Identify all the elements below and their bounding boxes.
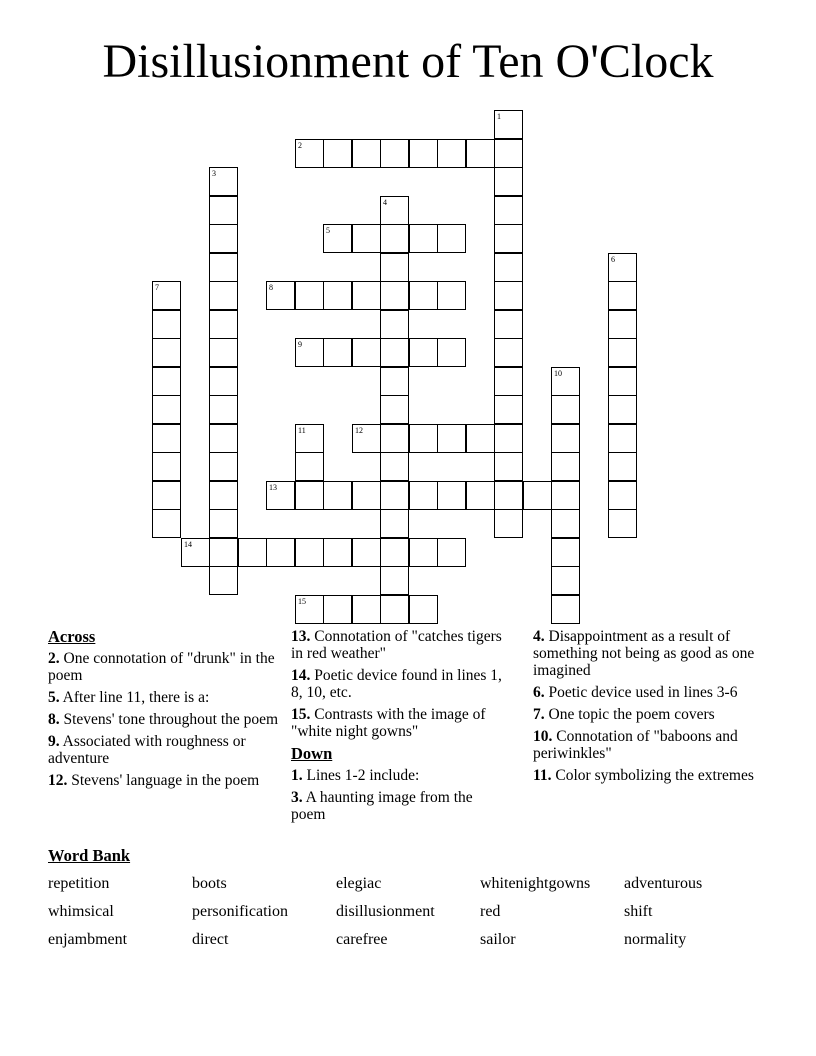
grid-cell[interactable] [380,139,409,168]
cell-number: 7 [155,283,159,292]
grid-cell[interactable] [209,367,238,396]
clue-number: 9. [48,733,60,750]
grid-cell[interactable] [152,509,181,538]
grid-cell[interactable] [551,509,580,538]
clue-text: One connotation of "drunk" in the poem [48,650,275,684]
grid-cell[interactable] [209,281,238,310]
grid-cell[interactable] [352,224,381,253]
grid-cell[interactable] [380,566,409,595]
cell-number: 2 [298,141,302,150]
clue-across-15 [291,706,505,740]
clue-number: 7. [533,706,545,723]
word-bank-item: normality [624,931,687,948]
clue-text: Stevens' language in the poem [71,772,260,789]
grid-cell[interactable] [380,452,409,481]
grid-cell[interactable] [295,481,324,510]
grid-cell[interactable] [295,424,324,453]
grid-cell[interactable] [523,481,552,510]
grid-cell[interactable] [466,139,495,168]
grid-cell[interactable] [494,481,523,510]
grid-cell[interactable] [494,281,523,310]
grid-cell[interactable] [380,196,409,225]
grid-cell[interactable] [494,424,523,453]
clue-down-10 [533,728,767,762]
clue-text: Stevens' tone throughout the poem [63,711,279,728]
clue-number: 8. [48,711,60,728]
grid-cell[interactable] [352,338,381,367]
clue-text: Connotation of "baboons and periwinkles" [533,728,738,762]
grid-cell[interactable] [380,538,409,567]
grid-cell[interactable] [380,367,409,396]
grid-cell[interactable] [380,310,409,339]
grid-cell[interactable] [494,167,523,196]
grid-cell[interactable] [352,481,381,510]
grid-cell[interactable] [152,281,181,310]
cell-number: 6 [611,255,615,264]
clue-down-1 [291,767,505,784]
grid-cell[interactable] [152,452,181,481]
grid-cell[interactable] [494,224,523,253]
grid-cell[interactable] [181,538,210,567]
grid-cell[interactable] [409,139,438,168]
grid-cell[interactable] [437,338,466,367]
word-bank-item: disillusionment [336,903,435,920]
grid-cell[interactable] [494,310,523,339]
word-bank-item: elegiac [336,875,382,892]
grid-cell[interactable] [466,424,495,453]
grid-cell[interactable] [551,566,580,595]
clue-down-3 [291,789,505,823]
cell-number: 14 [184,540,192,549]
clue-number: 6. [533,684,545,701]
grid-cell[interactable] [323,338,352,367]
grid-cell[interactable] [323,224,352,253]
clue-number: 4. [533,628,545,645]
grid-cell[interactable] [295,281,324,310]
cell-number: 10 [554,369,562,378]
grid-cell[interactable] [466,481,495,510]
grid-cell[interactable] [409,424,438,453]
word-bank-item: sailor [480,931,516,948]
grid-cell[interactable] [551,452,580,481]
grid-cell[interactable] [295,595,324,624]
grid-cell[interactable] [152,338,181,367]
grid-cell[interactable] [494,452,523,481]
clue-down-11 [533,767,767,784]
grid-cell[interactable] [551,538,580,567]
cell-number: 1 [497,112,501,121]
clue-number: 15. [291,706,311,723]
grid-cell[interactable] [152,481,181,510]
clue-down-6 [533,684,767,701]
clue-number: 10. [533,728,553,745]
grid-cell[interactable] [409,538,438,567]
grid-cell[interactable] [608,253,637,282]
cell-number: 8 [269,283,273,292]
grid-cell[interactable] [494,395,523,424]
grid-cell[interactable] [380,281,409,310]
clue-across-12 [48,772,284,789]
grid-cell[interactable] [551,395,580,424]
grid-cell[interactable] [494,196,523,225]
grid-cell[interactable] [238,538,267,567]
clue-number: 2. [48,650,60,667]
clue-down-7 [533,706,767,723]
clue-number: 13. [291,628,311,645]
grid-cell[interactable] [551,481,580,510]
grid-cell[interactable] [409,281,438,310]
grid-cell[interactable] [380,509,409,538]
grid-cell[interactable] [323,538,352,567]
clue-number: 1. [291,767,303,784]
word-bank-item: repetition [48,875,110,892]
word-bank-item: whitenightgowns [480,875,591,892]
grid-cell[interactable] [409,338,438,367]
cell-number: 4 [383,198,387,207]
grid-cell[interactable] [608,509,637,538]
clue-text: Associated with roughness or adventure [48,733,246,767]
grid-cell[interactable] [608,310,637,339]
grid-cell[interactable] [551,424,580,453]
cell-number: 13 [269,483,277,492]
clue-across-9 [48,733,284,767]
word-bank-item: direct [192,931,229,948]
grid-cell[interactable] [152,395,181,424]
clue-text: Poetic device used in lines 3-6 [548,684,738,701]
grid-cell[interactable] [608,452,637,481]
grid-cell[interactable] [494,253,523,282]
grid-cell[interactable] [209,452,238,481]
word-bank-item: whimsical [48,903,114,920]
word-bank-item: red [480,903,501,920]
clue-number: 5. [48,689,60,706]
clue-across-5 [48,689,284,706]
cell-number: 3 [212,169,216,178]
grid-cell[interactable] [323,481,352,510]
grid-cell[interactable] [323,595,352,624]
grid-cell[interactable] [266,481,295,510]
grid-cell[interactable] [209,395,238,424]
clue-text: Lines 1-2 include: [306,767,420,784]
grid-cell[interactable] [266,538,295,567]
grid-cell[interactable] [608,424,637,453]
grid-cell[interactable] [494,338,523,367]
grid-cell[interactable] [295,538,324,567]
down-heading: Down [291,744,333,763]
grid-cell[interactable] [352,538,381,567]
grid-cell[interactable] [409,224,438,253]
grid-cell[interactable] [209,338,238,367]
clue-text: Connotation of "catches tigers in red weather" [291,628,502,662]
grid-cell[interactable] [409,481,438,510]
clue-number: 14. [291,667,311,684]
word-bank-item: shift [624,903,653,920]
grid-cell[interactable] [437,424,466,453]
grid-cell[interactable] [209,424,238,453]
word-bank-item: boots [192,875,227,892]
clue-text: One topic the poem covers [548,706,715,723]
grid-cell[interactable] [323,281,352,310]
clue-across-2 [48,650,284,684]
grid-cell[interactable] [380,338,409,367]
grid-cell[interactable] [209,196,238,225]
grid-cell[interactable] [209,481,238,510]
clue-text: A haunting image from the poem [291,789,473,823]
word-bank-heading: Word Bank [48,846,131,865]
grid-cell[interactable] [323,139,352,168]
word-bank-item: adventurous [624,875,703,892]
grid-cell[interactable] [437,139,466,168]
clue-number: 11. [533,767,552,784]
cell-number: 9 [298,340,302,349]
clue-text: Poetic device found in lines 1, 8, 10, etc. [291,667,502,701]
grid-cell[interactable] [409,595,438,624]
grid-cell[interactable] [437,224,466,253]
grid-cell[interactable] [295,338,324,367]
grid-cell[interactable] [608,338,637,367]
clue-number: 3. [291,789,303,806]
down-clues-column [533,628,767,789]
grid-cell[interactable] [380,224,409,253]
grid-cell[interactable] [352,139,381,168]
grid-cell[interactable] [380,253,409,282]
grid-cell[interactable] [209,253,238,282]
grid-cell[interactable] [380,424,409,453]
grid-cell[interactable] [608,481,637,510]
cell-number: 12 [355,426,363,435]
grid-cell[interactable] [209,167,238,196]
grid-cell[interactable] [380,481,409,510]
grid-cell[interactable] [152,367,181,396]
grid-cell[interactable] [608,281,637,310]
cell-number: 15 [298,597,306,606]
clue-text: Disappointment as a result of something not being as good as one imagined [533,628,755,679]
grid-cell[interactable] [209,224,238,253]
clue-across-13 [291,628,505,662]
clue-across-14 [291,667,505,701]
clue-down-4 [533,628,767,679]
clues-column-2 [291,628,505,828]
grid-cell[interactable] [209,538,238,567]
grid-cell[interactable] [551,367,580,396]
grid-cell[interactable] [437,481,466,510]
clue-text: Color symbolizing the extremes [555,767,754,784]
grid-cell[interactable] [209,509,238,538]
grid-cell[interactable] [608,395,637,424]
grid-cell[interactable] [152,424,181,453]
word-bank-item: enjambment [48,931,128,948]
grid-cell[interactable] [352,424,381,453]
grid-cell[interactable] [295,452,324,481]
grid-cell[interactable] [352,595,381,624]
cell-number: 5 [326,226,330,235]
grid-cell[interactable] [551,595,580,624]
grid-cell[interactable] [152,310,181,339]
grid-cell[interactable] [209,566,238,595]
word-bank-item: carefree [336,931,388,948]
clue-number: 12. [48,772,68,789]
across-clues-column [48,628,284,794]
clue-across-8 [48,711,284,728]
grid-cell[interactable] [494,509,523,538]
word-bank-item: personification [192,903,288,920]
grid-cell[interactable] [266,281,295,310]
cell-number: 11 [298,426,306,435]
grid-cell[interactable] [608,367,637,396]
puzzle-title: Disillusionment of Ten O'Clock [102,35,714,88]
grid-cell[interactable] [352,281,381,310]
grid-cell[interactable] [494,139,523,168]
grid-cell[interactable] [295,139,324,168]
grid-cell[interactable] [437,281,466,310]
grid-cell[interactable] [209,310,238,339]
across-heading: Across [48,627,96,646]
grid-cell[interactable] [380,595,409,624]
grid-cell[interactable] [380,395,409,424]
grid-cell[interactable] [437,538,466,567]
clue-text: After line 11, there is a: [62,689,210,706]
grid-cell[interactable] [494,367,523,396]
clue-text: Contrasts with the image of "white night gowns" [291,706,486,740]
grid-cell[interactable] [494,110,523,139]
